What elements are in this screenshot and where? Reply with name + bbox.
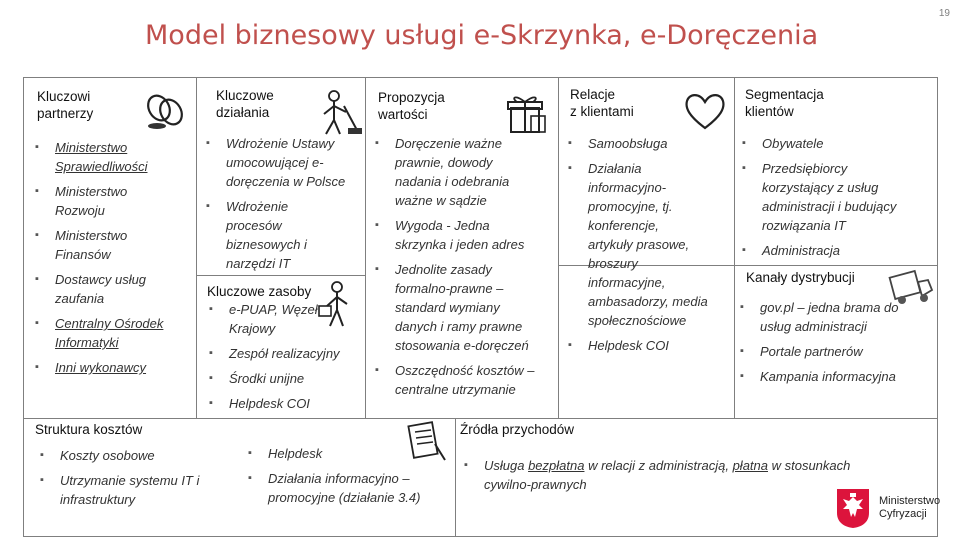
page-number: 19 — [938, 8, 950, 19]
list-item: ▪ Oszczędność kosztów – centralne utrzymanie — [373, 361, 558, 399]
list-item: ▪ Środki unijne — [207, 369, 367, 388]
list-item: ▪ Zespół realizacyjny — [207, 344, 367, 363]
list-item: ▪ Przedsiębiorcy korzystający z usług administracji i budujący rozwiązania IT — [740, 159, 935, 235]
costs-list-left — [38, 446, 228, 515]
revenue-heading: Źródła przychodów — [460, 422, 575, 437]
channels-list — [738, 298, 933, 392]
list-item: ▪ Helpdesk COI — [566, 336, 741, 355]
worker-icon — [318, 88, 364, 136]
value-heading: Propozycja wartości — [378, 90, 445, 122]
value-list — [373, 134, 558, 405]
costs-list-right — [246, 444, 451, 513]
list-item: ▪ Kampania informacyjna — [738, 367, 933, 386]
frame-bottom-line — [23, 536, 938, 537]
partners-list — [33, 138, 193, 383]
cost-revenue-divider-top — [23, 418, 938, 419]
list-item: ▪ Wdrożenie Ustawy umocowującej e- doręczenia w Polsce — [204, 134, 364, 191]
list-item: ▪ Inni wykonawcy — [33, 358, 193, 377]
divider-partners-activities — [196, 77, 197, 418]
resources-list — [207, 300, 367, 419]
polish-eagle-emblem-icon — [835, 487, 871, 529]
ministry-logo — [835, 487, 945, 531]
costs-heading: Struktura kosztów — [35, 422, 143, 437]
list-item: ▪ Utrzymanie systemu IT i infrastruktury — [38, 471, 228, 509]
list-item: ▪ Doręczenie ważne prawnie, dowody nadania i odebrania ważne w sądzie — [373, 134, 558, 210]
divider-value-relations — [558, 77, 559, 418]
list-item: ▪ Działania informacyjno – promocyjne (działanie 3.4) — [246, 469, 451, 507]
list-item: ▪ Usługa bezpłatna w relacji z administracją, płatna w stosunkach cywilno-prawnych — [462, 456, 932, 494]
list-item: ▪ Helpdesk — [246, 444, 451, 463]
frame-right-line — [937, 77, 938, 537]
page-title: Model biznesowy usługi e-Skrzynka, e-Doręczenia — [145, 20, 819, 51]
chain-link-icon — [145, 92, 185, 130]
list-item: ▪ Ministerstwo Finansów — [33, 226, 193, 264]
heart-icon — [683, 90, 727, 132]
activities-list — [204, 134, 364, 279]
resources-heading: Kluczowe zasoby — [207, 284, 312, 299]
relations-list — [566, 134, 741, 361]
list-item: ▪ Ministerstwo Rozwoju — [33, 182, 193, 220]
list-item: ▪ Jednolite zasady formalno-prawne – standard wymiany danych i ramy prawne stosowania e-doręczeń — [373, 260, 558, 355]
list-item: ▪ Obywatele — [740, 134, 935, 153]
activities-heading: Kluczowe działania — [216, 88, 274, 120]
relations-heading: Relacje z klientami — [570, 87, 634, 119]
list-item: ▪ Wygoda - Jedna skrzynka i jeden adres — [373, 216, 558, 254]
frame-top-line — [23, 77, 938, 78]
list-item: ▪ Działania informacyjno- promocyjne, tj. konferencje, artykuły prasowe, broszury informacyjne, ambasadorzy, media społecznościowe — [566, 159, 741, 330]
segments-list — [740, 134, 935, 266]
channels-heading: Kanały dystrybucji — [746, 270, 855, 285]
list-item: ▪ Koszty osobowe — [38, 446, 228, 465]
ministry-logo-text: Ministerstwo Cyfryzacji — [879, 495, 941, 520]
list-item: ▪ Portale partnerów — [738, 342, 933, 361]
list-item: ▪ Centralny Ośrodek Informatyki — [33, 314, 193, 352]
partners-heading: Kluczowi partnerzy — [37, 89, 94, 121]
divider-costs-revenue — [455, 418, 456, 536]
list-item: ▪ e-PUAP, Węzeł Krajowy — [207, 300, 367, 338]
segments-heading: Segmentacja klientów — [745, 87, 824, 119]
list-item: ▪ Dostawcy usług zaufania — [33, 270, 193, 308]
list-item: ▪ Ministerstwo Sprawiedliwości — [33, 138, 193, 176]
list-item: ▪ Samoobsługa — [566, 134, 741, 153]
list-item: ▪ Wdrożenie procesów biznesowych i narzędzi IT — [204, 197, 364, 273]
list-item: ▪ gov.pl – jedna brama do usług administracji — [738, 298, 933, 336]
list-item: ▪ Helpdesk COI — [207, 394, 367, 413]
list-item: ▪ Administracja — [740, 241, 935, 260]
frame-left-line — [23, 77, 24, 537]
gift-box-icon — [505, 92, 547, 136]
